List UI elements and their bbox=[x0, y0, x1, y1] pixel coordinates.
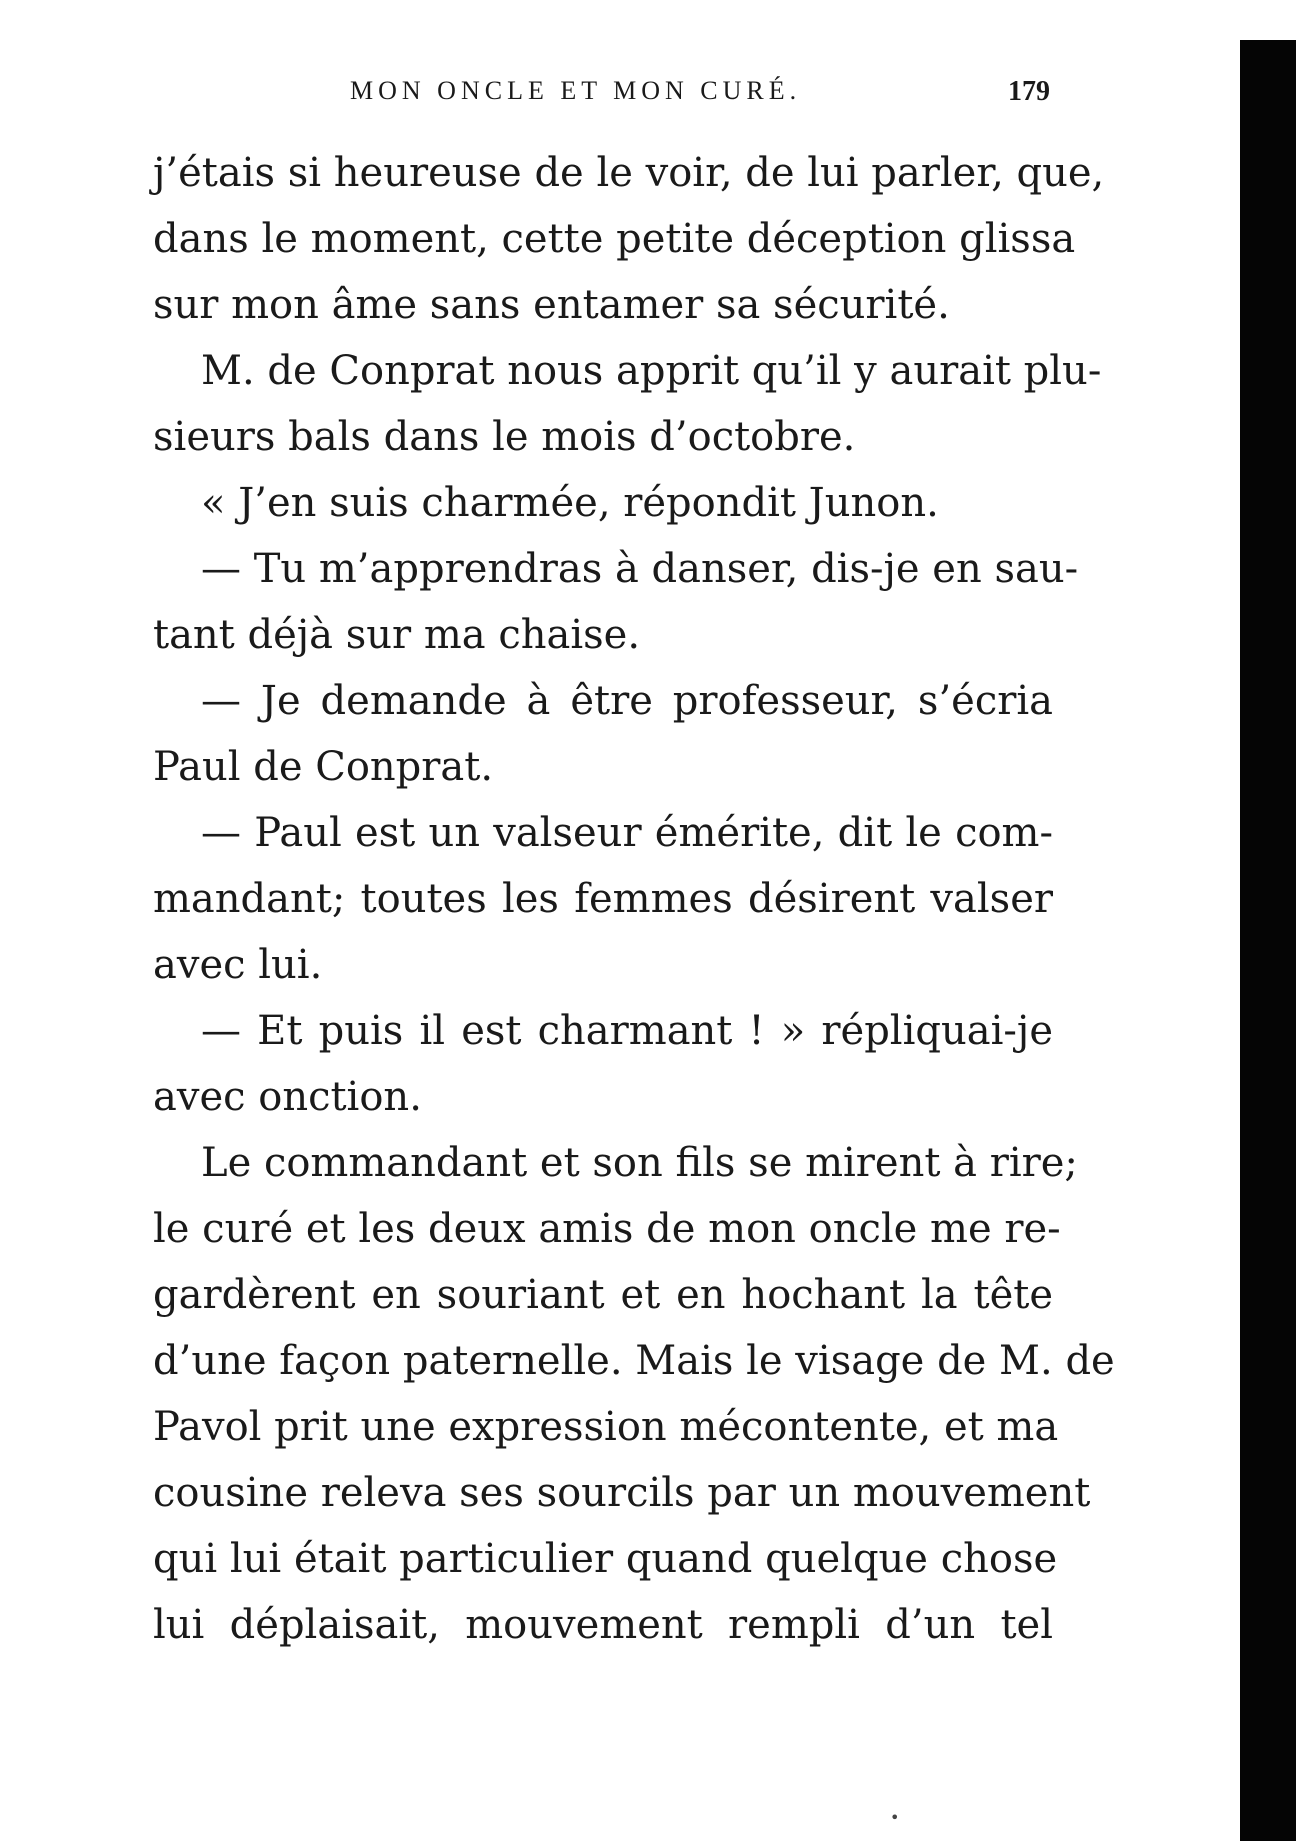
text-line: j’étais si heureuse de le voir, de lui parler, que, bbox=[153, 150, 1105, 196]
scan-edge-shadow bbox=[1240, 40, 1296, 1841]
ink-speck: • bbox=[890, 1808, 900, 1827]
text-line: le curé et les deux amis de mon oncle me re- bbox=[153, 1206, 1061, 1252]
body-text bbox=[153, 140, 1115, 1658]
text-line: dans le moment, cette petite déception glissa bbox=[153, 216, 1076, 262]
text-line: gardèrent en souriant et en hochant la tête bbox=[153, 1272, 1053, 1318]
text-line: mandant; toutes les femmes désirent valser bbox=[153, 876, 1053, 922]
text-line: Pavol prit une expression mécontente, et ma bbox=[153, 1404, 1059, 1450]
text-line: M. de Conprat nous apprit qu’il y aurait plu- bbox=[201, 348, 1102, 394]
text-line: « J’en suis charmée, répondit Junon. bbox=[201, 480, 939, 526]
text-line: avec lui. bbox=[153, 942, 323, 988]
text-line: qui lui était particulier quand quelque chose bbox=[153, 1536, 1058, 1582]
running-head: MON ONCLE ET MON CURÉ. bbox=[350, 76, 802, 105]
text-line: — Tu m’apprendras à danser, dis-je en sau- bbox=[201, 546, 1079, 592]
text-line: lui déplaisait, mouvement rempli d’un tel bbox=[153, 1602, 1053, 1648]
text-line: tant déjà sur ma chaise. bbox=[153, 612, 641, 658]
text-line: sur mon âme sans entamer sa sécurité. bbox=[153, 282, 950, 328]
text-line: — Paul est un valseur émérite, dit le com- bbox=[201, 810, 1053, 856]
page-header bbox=[350, 76, 1050, 116]
text-line: Paul de Conprat. bbox=[153, 744, 494, 790]
text-line: Le commandant et son fils se mirent à rire; bbox=[201, 1140, 1078, 1186]
text-line: cousine releva ses sourcils par un mouvement bbox=[153, 1470, 1091, 1516]
text-line: avec onction. bbox=[153, 1074, 422, 1120]
text-line: sieurs bals dans le mois d’octobre. bbox=[153, 414, 856, 460]
text-line: — Je demande à être professeur, s’écria bbox=[201, 678, 1053, 724]
page-number: 179 bbox=[1008, 76, 1050, 107]
text-line: d’une façon paternelle. Mais le visage de M. de bbox=[153, 1338, 1115, 1384]
text-line: — Et puis il est charmant ! » répliquai-je bbox=[201, 1008, 1053, 1054]
